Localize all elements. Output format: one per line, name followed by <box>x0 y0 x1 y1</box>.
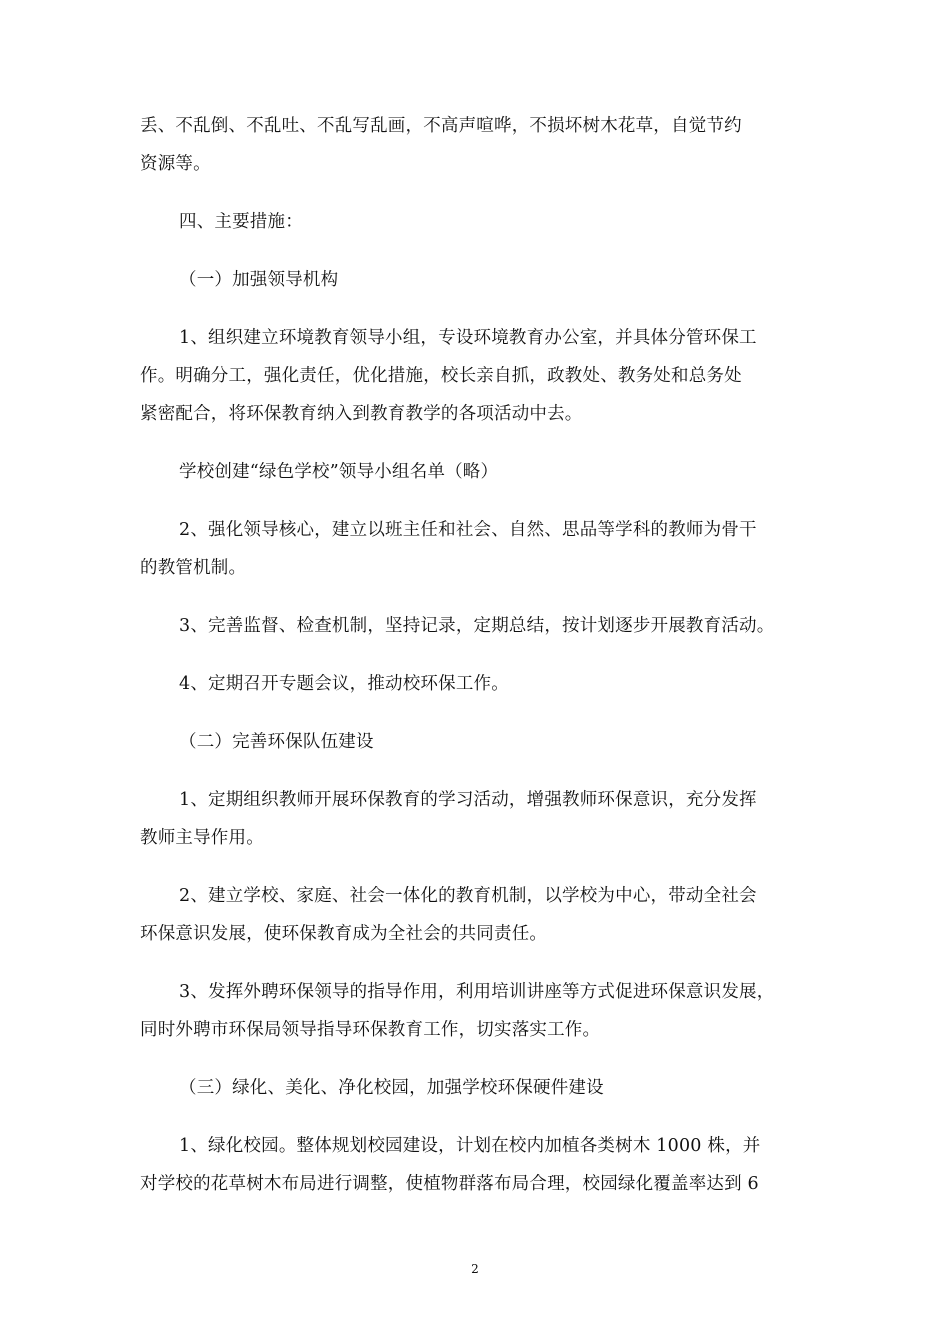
text-line: 对学校的花草树木布局进行调整，使植物群落布局合理，校园绿化覆盖率达到 6 <box>140 1174 759 1194</box>
text-line: 3、发挥外聘环保领导的指导作用，利用培训讲座等方式促进环保意识发展， <box>179 982 775 1002</box>
text-line: 学校创建“绿色学校”领导小组名单（略） <box>179 462 499 482</box>
text-line: 1、绿化校园。整体规划校园建设，计划在校内加植各类树木 1000 株，并 <box>179 1136 761 1156</box>
text-line: 环保意识发展，使环保教育成为全社会的共同责任。 <box>140 924 548 944</box>
subsection-heading: （一）加强领导机构 <box>179 270 339 290</box>
section-heading: 四、主要措施： <box>179 212 303 232</box>
text-line: 2、强化领导核心，建立以班主任和社会、自然、思品等学科的教师为骨干 <box>179 520 757 540</box>
text-line: 1、定期组织教师开展环保教育的学习活动，增强教师环保意识，充分发挥 <box>179 790 757 810</box>
text-line: 3、完善监督、检查机制，坚持记录，定期总结，按计划逐步开展教育活动。 <box>179 616 775 636</box>
text-line: 同时外聘市环保局领导指导环保教育工作，切实落实工作。 <box>140 1020 601 1040</box>
text-line: 资源等。 <box>140 154 211 174</box>
text-line: 4、定期召开专题会议，推动校环保工作。 <box>179 674 509 694</box>
text-line: 丢、不乱倒、不乱吐、不乱写乱画，不高声喧哗，不损坏树木花草，自觉节约 <box>140 116 742 136</box>
text-line: 作。明确分工，强化责任，优化措施，校长亲自抓，政教处、教务处和总务处 <box>140 366 742 386</box>
text-line: 教师主导作用。 <box>140 828 264 848</box>
subsection-heading: （二）完善环保队伍建设 <box>179 732 374 752</box>
text-line: 紧密配合，将环保教育纳入到教育教学的各项活动中去。 <box>140 404 583 424</box>
text-line: 1、组织建立环境教育领导小组，专设环境教育办公室，并具体分管环保工 <box>179 328 757 348</box>
text-line: 的教管机制。 <box>140 558 247 578</box>
subsection-heading: （三）绿化、美化、净化校园，加强学校环保硬件建设 <box>179 1078 604 1098</box>
page-number: 2 <box>471 1262 479 1276</box>
text-line: 2、建立学校、家庭、社会一体化的教育机制，以学校为中心，带动全社会 <box>179 886 757 906</box>
